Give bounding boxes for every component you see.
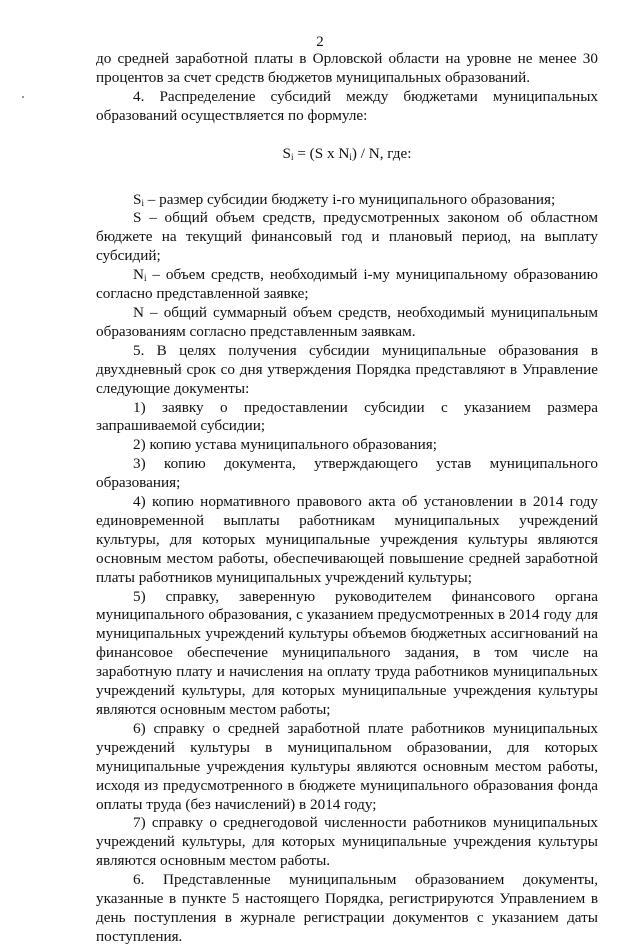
list-item-2: 2) копию устава муниципального образования;: [133, 436, 437, 454]
definition-ni-subscript: i: [143, 273, 147, 284]
formula-s-sub: i: [291, 151, 294, 162]
paragraph-continuation: до средней заработной платы в Орловской области на уровне не менее 30 процентов за счет средств бюджетов муниципальных образований.: [96, 50, 598, 86]
list-item-7: 7) справку о среднегодовой численности работников муниципальных учреждений культуры, для которых муниципальные учреждения культуры являются основным местом работы.: [96, 814, 598, 870]
list-item-6: 6) справку о средней заработной плате работников муниципальных учреждений культуры в муниципальном образовании, для которых муниципальные учреждения культуры являются основным местом работы, исходя из предусмотренного в бюджете муниципального образования фонда оплаты труда (без начислений) в 2014 году;: [96, 719, 598, 813]
list-item-3: 3) копию документа, утверждающего устав муниципального образования;: [96, 455, 598, 492]
formula-end: ) / N, где:: [351, 144, 412, 162]
definition-si-symbol: S: [133, 190, 142, 208]
definition-n: N – общий суммарный объем средств, необходимый муниципальным образованиям согласно представленным заявкам.: [96, 303, 598, 340]
definition-si-subscript: i: [141, 197, 144, 208]
list-item-1: 1) заявку о предоставлении субсидии с указанием размера запрашиваемой субсидии;: [96, 398, 598, 435]
definition-ni-symbol: N: [133, 266, 144, 284]
list-item-5: 5) справку, заверенную руководителем финансового органа муниципального образования, с указанием предусмотренных в 2014 году для муниципальных учреждений культуры объемов бюджетных ассигнований на финансовое обеспечение муниципального задания, в том числе на заработную плату и начисления на оплату труда работников муниципальных учреждений культуры, для которых муниципальные учреждения культуры являются основным местом работы;: [96, 587, 598, 718]
paragraph-6: 6. Представленные муниципальным образованием документы, указанные в пункте 5 настоящего Порядка, регистрируются Управлением в день поступления в журнале регистрации документов с указанием даты поступления.: [96, 871, 598, 945]
paragraph-5: 5. В целях получения субсидии муниципальные образования в двухдневный срок со дня утверждения Порядка представляют в Управление следующие документы:: [96, 341, 598, 397]
document-body: [96, 50, 598, 947]
distribution-formula: [96, 145, 598, 164]
scan-speck: [22, 96, 24, 98]
list-item-4: 4) копию нормативного правового акта об установлении в 2014 году единовременной выплаты работникам муниципальных учреждений культуры, для которых муниципальные учреждения культуры являются основным местом работы, обеспечивающей повышение средней заработной платы работников муниципальных учреждений культуры;: [96, 493, 598, 586]
page-number: 2: [316, 34, 324, 50]
formula-n-sub: i: [349, 151, 352, 162]
definition-ni-text: – объем средств, необходимый i-му муниципальному образованию согласно представленной заявке;: [96, 266, 598, 303]
paragraph-4: 4. Распределение субсидий между бюджетами муниципальных образований осуществляется по формуле:: [96, 87, 598, 124]
formula-mid: = (S x N: [293, 144, 350, 162]
formula-s: S: [282, 144, 291, 162]
definition-si: [96, 191, 598, 210]
definition-ni: [96, 266, 598, 304]
definition-s: S – общий объем средств, предусмотренных законом об областном бюджете на текущий финансовый год и плановый период, на выплату субсидий;: [96, 209, 598, 265]
definition-si-text: – размер субсидии бюджету i-го муниципального образования;: [143, 190, 556, 208]
